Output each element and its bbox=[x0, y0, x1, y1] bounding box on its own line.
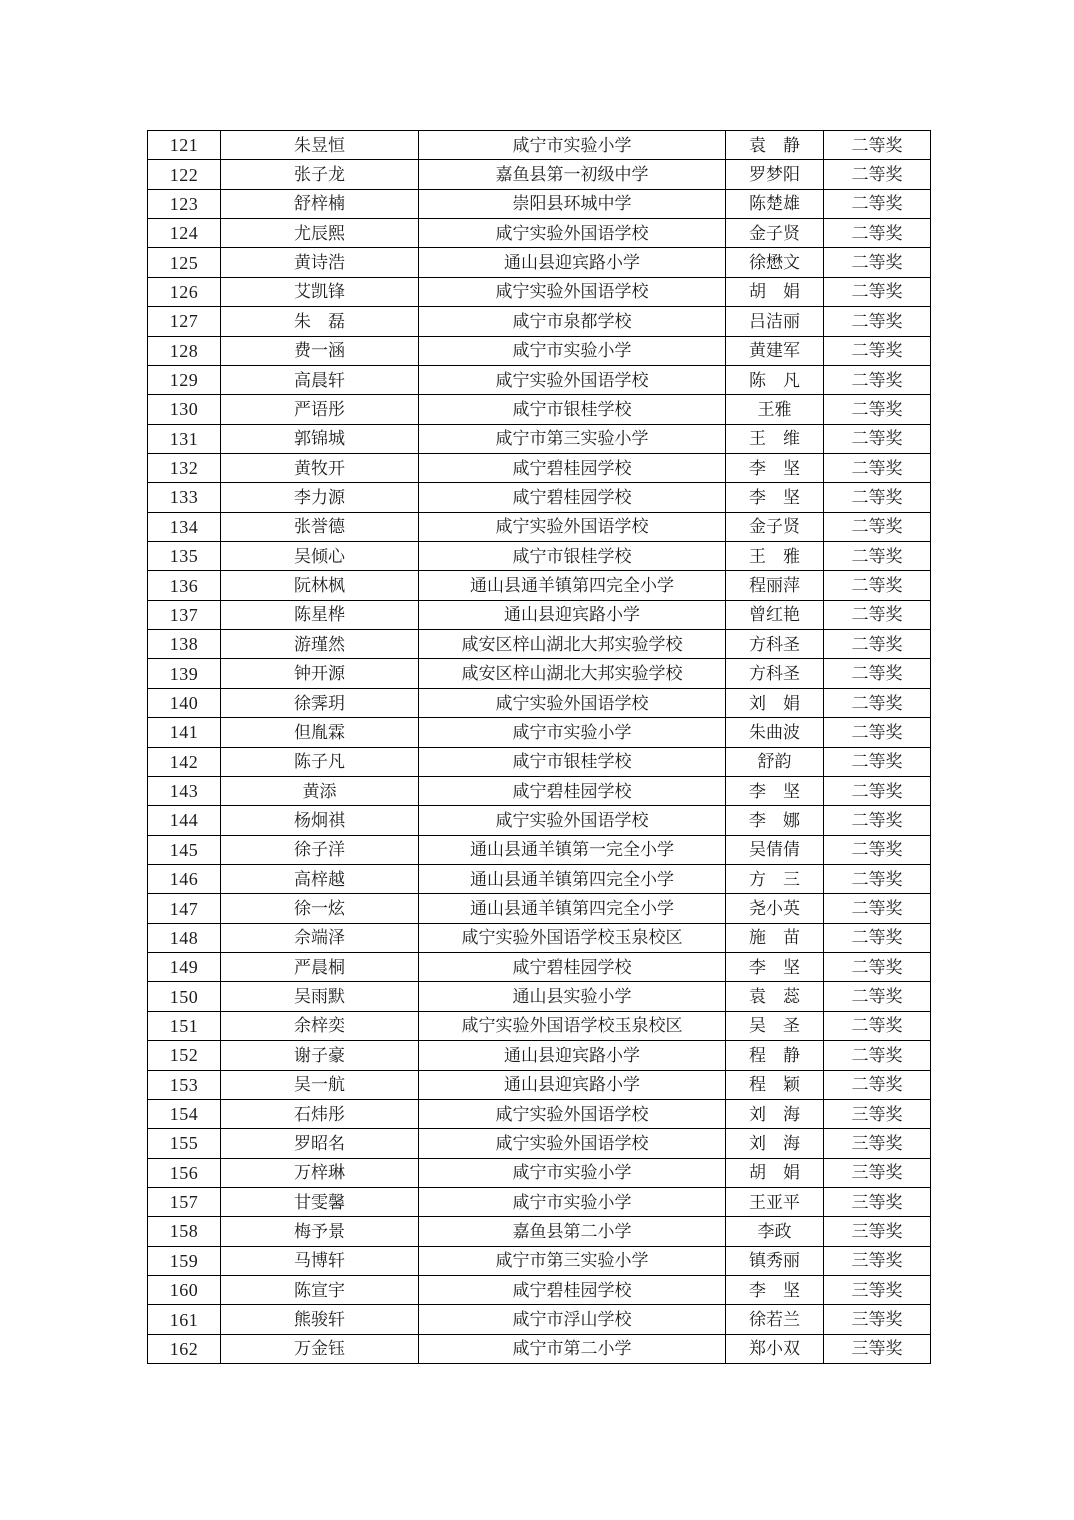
cell-teacher: 郑小双 bbox=[726, 1334, 824, 1363]
table-row bbox=[148, 1246, 931, 1275]
table-row bbox=[148, 365, 931, 394]
cell-teacher: 袁 静 bbox=[726, 131, 824, 160]
cell-school: 咸宁实验外国语学校 bbox=[419, 365, 726, 394]
cell-award-level: 二等奖 bbox=[824, 776, 931, 805]
cell-award-level: 二等奖 bbox=[824, 336, 931, 365]
cell-student-name: 吴倾心 bbox=[221, 542, 419, 571]
cell-teacher: 王雅 bbox=[726, 395, 824, 424]
table-row bbox=[148, 307, 931, 336]
cell-school: 嘉鱼县第二小学 bbox=[419, 1217, 726, 1246]
cell-award-level: 三等奖 bbox=[824, 1276, 931, 1305]
cell-teacher: 黄建军 bbox=[726, 336, 824, 365]
cell-school: 嘉鱼县第一初级中学 bbox=[419, 160, 726, 189]
cell-award-level: 二等奖 bbox=[824, 160, 931, 189]
table-row bbox=[148, 395, 931, 424]
cell-student-name: 陈星桦 bbox=[221, 600, 419, 629]
cell-serial-number: 136 bbox=[148, 571, 221, 600]
cell-serial-number: 124 bbox=[148, 219, 221, 248]
table-row bbox=[148, 1334, 931, 1363]
cell-serial-number: 129 bbox=[148, 365, 221, 394]
cell-student-name: 高梓越 bbox=[221, 864, 419, 893]
cell-serial-number: 162 bbox=[148, 1334, 221, 1363]
table-row bbox=[148, 923, 931, 952]
cell-serial-number: 131 bbox=[148, 424, 221, 453]
cell-serial-number: 152 bbox=[148, 1041, 221, 1070]
cell-award-level: 二等奖 bbox=[824, 718, 931, 747]
cell-student-name: 万梓琳 bbox=[221, 1158, 419, 1187]
cell-school: 咸宁市银桂学校 bbox=[419, 747, 726, 776]
cell-student-name: 马博轩 bbox=[221, 1246, 419, 1275]
cell-teacher: 徐懋文 bbox=[726, 248, 824, 277]
table-row bbox=[148, 894, 931, 923]
table-row bbox=[148, 1187, 931, 1216]
table-row bbox=[148, 776, 931, 805]
cell-school: 咸宁碧桂园学校 bbox=[419, 483, 726, 512]
cell-serial-number: 160 bbox=[148, 1276, 221, 1305]
table-row bbox=[148, 1158, 931, 1187]
table-row bbox=[148, 571, 931, 600]
table-row bbox=[148, 806, 931, 835]
cell-student-name: 费一涵 bbox=[221, 336, 419, 365]
cell-school: 咸宁市实验小学 bbox=[419, 718, 726, 747]
table-row bbox=[148, 336, 931, 365]
table-row bbox=[148, 718, 931, 747]
award-table bbox=[147, 130, 931, 1364]
cell-school: 通山县通羊镇第四完全小学 bbox=[419, 864, 726, 893]
cell-student-name: 徐霁玥 bbox=[221, 688, 419, 717]
table-row bbox=[148, 1070, 931, 1099]
table-row bbox=[148, 189, 931, 218]
table-row bbox=[148, 600, 931, 629]
cell-school: 通山县实验小学 bbox=[419, 982, 726, 1011]
cell-student-name: 吴雨默 bbox=[221, 982, 419, 1011]
table-row bbox=[148, 953, 931, 982]
cell-student-name: 吴一航 bbox=[221, 1070, 419, 1099]
table-row bbox=[148, 542, 931, 571]
cell-award-level: 三等奖 bbox=[824, 1217, 931, 1246]
cell-teacher: 程 颖 bbox=[726, 1070, 824, 1099]
cell-teacher: 刘 海 bbox=[726, 1099, 824, 1128]
cell-teacher: 程丽萍 bbox=[726, 571, 824, 600]
cell-award-level: 二等奖 bbox=[824, 630, 931, 659]
cell-school: 咸宁市第三实验小学 bbox=[419, 1246, 726, 1275]
cell-serial-number: 150 bbox=[148, 982, 221, 1011]
table-row bbox=[148, 1099, 931, 1128]
cell-serial-number: 133 bbox=[148, 483, 221, 512]
table-row bbox=[148, 512, 931, 541]
cell-award-level: 三等奖 bbox=[824, 1158, 931, 1187]
table-row bbox=[148, 835, 931, 864]
cell-teacher: 李政 bbox=[726, 1217, 824, 1246]
table-row bbox=[148, 248, 931, 277]
cell-serial-number: 128 bbox=[148, 336, 221, 365]
table-row bbox=[148, 160, 931, 189]
cell-teacher: 金子贤 bbox=[726, 512, 824, 541]
cell-school: 咸安区梓山湖北大邦实验学校 bbox=[419, 630, 726, 659]
cell-teacher: 舒韵 bbox=[726, 747, 824, 776]
cell-award-level: 二等奖 bbox=[824, 659, 931, 688]
cell-award-level: 二等奖 bbox=[824, 453, 931, 482]
cell-teacher: 方科圣 bbox=[726, 630, 824, 659]
cell-serial-number: 140 bbox=[148, 688, 221, 717]
cell-school: 咸宁实验外国语学校 bbox=[419, 1099, 726, 1128]
cell-student-name: 黄添 bbox=[221, 776, 419, 805]
cell-student-name: 佘端泽 bbox=[221, 923, 419, 952]
cell-award-level: 三等奖 bbox=[824, 1129, 931, 1158]
cell-teacher: 刘 娟 bbox=[726, 688, 824, 717]
cell-award-level: 二等奖 bbox=[824, 1011, 931, 1040]
cell-award-level: 二等奖 bbox=[824, 747, 931, 776]
cell-teacher: 吴倩倩 bbox=[726, 835, 824, 864]
cell-award-level: 二等奖 bbox=[824, 395, 931, 424]
cell-teacher: 吕洁丽 bbox=[726, 307, 824, 336]
cell-teacher: 尧小英 bbox=[726, 894, 824, 923]
cell-student-name: 张誉德 bbox=[221, 512, 419, 541]
cell-teacher: 吴 圣 bbox=[726, 1011, 824, 1040]
cell-student-name: 梅予景 bbox=[221, 1217, 419, 1246]
cell-award-level: 二等奖 bbox=[824, 806, 931, 835]
cell-student-name: 徐子洋 bbox=[221, 835, 419, 864]
cell-student-name: 艾凯锋 bbox=[221, 277, 419, 306]
cell-serial-number: 154 bbox=[148, 1099, 221, 1128]
table-row bbox=[148, 277, 931, 306]
cell-student-name: 钟开源 bbox=[221, 659, 419, 688]
cell-award-level: 二等奖 bbox=[824, 1070, 931, 1099]
cell-school: 咸宁市实验小学 bbox=[419, 1158, 726, 1187]
cell-teacher: 徐若兰 bbox=[726, 1305, 824, 1334]
cell-teacher: 罗梦阳 bbox=[726, 160, 824, 189]
cell-serial-number: 148 bbox=[148, 923, 221, 952]
cell-award-level: 二等奖 bbox=[824, 248, 931, 277]
cell-teacher: 陈 凡 bbox=[726, 365, 824, 394]
cell-serial-number: 126 bbox=[148, 277, 221, 306]
cell-teacher: 李 娜 bbox=[726, 806, 824, 835]
cell-school: 通山县迎宾路小学 bbox=[419, 248, 726, 277]
cell-award-level: 二等奖 bbox=[824, 1041, 931, 1070]
cell-award-level: 三等奖 bbox=[824, 1305, 931, 1334]
cell-award-level: 二等奖 bbox=[824, 923, 931, 952]
cell-award-level: 二等奖 bbox=[824, 189, 931, 218]
cell-school: 咸宁实验外国语学校玉泉校区 bbox=[419, 1011, 726, 1040]
cell-award-level: 二等奖 bbox=[824, 307, 931, 336]
cell-school: 咸宁碧桂园学校 bbox=[419, 453, 726, 482]
table-row bbox=[148, 1217, 931, 1246]
cell-teacher: 陈楚雄 bbox=[726, 189, 824, 218]
cell-teacher: 李 坚 bbox=[726, 776, 824, 805]
table-row bbox=[148, 688, 931, 717]
cell-award-level: 二等奖 bbox=[824, 131, 931, 160]
cell-school: 咸宁市第二小学 bbox=[419, 1334, 726, 1363]
cell-serial-number: 157 bbox=[148, 1187, 221, 1216]
cell-award-level: 二等奖 bbox=[824, 864, 931, 893]
cell-student-name: 石炜彤 bbox=[221, 1099, 419, 1128]
cell-school: 咸宁碧桂园学校 bbox=[419, 776, 726, 805]
cell-school: 咸宁实验外国语学校 bbox=[419, 219, 726, 248]
cell-student-name: 舒梓楠 bbox=[221, 189, 419, 218]
cell-school: 通山县迎宾路小学 bbox=[419, 1070, 726, 1099]
cell-award-level: 二等奖 bbox=[824, 424, 931, 453]
cell-student-name: 黄诗浩 bbox=[221, 248, 419, 277]
cell-school: 通山县迎宾路小学 bbox=[419, 1041, 726, 1070]
cell-teacher: 方科圣 bbox=[726, 659, 824, 688]
cell-serial-number: 127 bbox=[148, 307, 221, 336]
cell-teacher: 程 静 bbox=[726, 1041, 824, 1070]
cell-student-name: 罗昭名 bbox=[221, 1129, 419, 1158]
table-row bbox=[148, 453, 931, 482]
cell-student-name: 严晨桐 bbox=[221, 953, 419, 982]
cell-serial-number: 142 bbox=[148, 747, 221, 776]
cell-teacher: 方 三 bbox=[726, 864, 824, 893]
cell-serial-number: 141 bbox=[148, 718, 221, 747]
cell-student-name: 但胤霖 bbox=[221, 718, 419, 747]
cell-student-name: 熊骏轩 bbox=[221, 1305, 419, 1334]
cell-school: 咸宁市浮山学校 bbox=[419, 1305, 726, 1334]
cell-student-name: 陈宣宇 bbox=[221, 1276, 419, 1305]
cell-serial-number: 138 bbox=[148, 630, 221, 659]
cell-serial-number: 144 bbox=[148, 806, 221, 835]
cell-serial-number: 137 bbox=[148, 600, 221, 629]
cell-student-name: 万金钰 bbox=[221, 1334, 419, 1363]
table-row bbox=[148, 1305, 931, 1334]
cell-student-name: 张子龙 bbox=[221, 160, 419, 189]
cell-serial-number: 156 bbox=[148, 1158, 221, 1187]
cell-student-name: 余梓奕 bbox=[221, 1011, 419, 1040]
cell-student-name: 游瑾然 bbox=[221, 630, 419, 659]
cell-teacher: 金子贤 bbox=[726, 219, 824, 248]
cell-teacher: 胡 娟 bbox=[726, 277, 824, 306]
cell-school: 咸宁实验外国语学校玉泉校区 bbox=[419, 923, 726, 952]
cell-school: 咸宁市银桂学校 bbox=[419, 542, 726, 571]
cell-school: 咸宁实验外国语学校 bbox=[419, 277, 726, 306]
cell-award-level: 三等奖 bbox=[824, 1334, 931, 1363]
cell-teacher: 曾红艳 bbox=[726, 600, 824, 629]
cell-student-name: 徐一炫 bbox=[221, 894, 419, 923]
cell-school: 咸宁实验外国语学校 bbox=[419, 512, 726, 541]
table-row bbox=[148, 483, 931, 512]
cell-student-name: 李力源 bbox=[221, 483, 419, 512]
cell-school: 咸宁实验外国语学校 bbox=[419, 1129, 726, 1158]
cell-award-level: 三等奖 bbox=[824, 1246, 931, 1275]
cell-serial-number: 146 bbox=[148, 864, 221, 893]
cell-award-level: 二等奖 bbox=[824, 365, 931, 394]
cell-serial-number: 132 bbox=[148, 453, 221, 482]
cell-serial-number: 139 bbox=[148, 659, 221, 688]
cell-school: 咸宁碧桂园学校 bbox=[419, 1276, 726, 1305]
cell-serial-number: 151 bbox=[148, 1011, 221, 1040]
cell-serial-number: 130 bbox=[148, 395, 221, 424]
table-row bbox=[148, 747, 931, 776]
cell-school: 咸宁市泉都学校 bbox=[419, 307, 726, 336]
cell-serial-number: 134 bbox=[148, 512, 221, 541]
cell-student-name: 朱 磊 bbox=[221, 307, 419, 336]
table-row bbox=[148, 424, 931, 453]
table-row bbox=[148, 864, 931, 893]
cell-award-level: 二等奖 bbox=[824, 688, 931, 717]
cell-serial-number: 161 bbox=[148, 1305, 221, 1334]
cell-school: 通山县通羊镇第四完全小学 bbox=[419, 894, 726, 923]
cell-award-level: 二等奖 bbox=[824, 219, 931, 248]
cell-serial-number: 125 bbox=[148, 248, 221, 277]
cell-school: 咸宁市银桂学校 bbox=[419, 395, 726, 424]
cell-award-level: 二等奖 bbox=[824, 894, 931, 923]
cell-student-name: 阮林枫 bbox=[221, 571, 419, 600]
cell-award-level: 二等奖 bbox=[824, 982, 931, 1011]
cell-school: 通山县通羊镇第四完全小学 bbox=[419, 571, 726, 600]
cell-award-level: 三等奖 bbox=[824, 1187, 931, 1216]
cell-serial-number: 159 bbox=[148, 1246, 221, 1275]
cell-serial-number: 122 bbox=[148, 160, 221, 189]
table-row bbox=[148, 630, 931, 659]
cell-award-level: 二等奖 bbox=[824, 953, 931, 982]
cell-school: 咸安区梓山湖北大邦实验学校 bbox=[419, 659, 726, 688]
cell-school: 咸宁实验外国语学校 bbox=[419, 688, 726, 717]
cell-teacher: 王 雅 bbox=[726, 542, 824, 571]
cell-teacher: 李 坚 bbox=[726, 1276, 824, 1305]
cell-teacher: 施 苗 bbox=[726, 923, 824, 952]
cell-student-name: 甘雯馨 bbox=[221, 1187, 419, 1216]
cell-serial-number: 147 bbox=[148, 894, 221, 923]
cell-award-level: 二等奖 bbox=[824, 600, 931, 629]
table-row bbox=[148, 1011, 931, 1040]
cell-student-name: 朱昱恒 bbox=[221, 131, 419, 160]
cell-student-name: 黄牧开 bbox=[221, 453, 419, 482]
cell-teacher: 朱曲波 bbox=[726, 718, 824, 747]
cell-school: 咸宁市实验小学 bbox=[419, 131, 726, 160]
cell-award-level: 二等奖 bbox=[824, 512, 931, 541]
award-table-body bbox=[148, 131, 931, 1364]
table-row bbox=[148, 1041, 931, 1070]
cell-school: 通山县迎宾路小学 bbox=[419, 600, 726, 629]
cell-award-level: 二等奖 bbox=[824, 483, 931, 512]
cell-award-level: 二等奖 bbox=[824, 571, 931, 600]
table-row bbox=[148, 1276, 931, 1305]
cell-teacher: 刘 海 bbox=[726, 1129, 824, 1158]
cell-serial-number: 155 bbox=[148, 1129, 221, 1158]
cell-serial-number: 158 bbox=[148, 1217, 221, 1246]
table-row bbox=[148, 219, 931, 248]
cell-serial-number: 153 bbox=[148, 1070, 221, 1099]
table-row bbox=[148, 131, 931, 160]
table-row bbox=[148, 1129, 931, 1158]
cell-student-name: 谢子豪 bbox=[221, 1041, 419, 1070]
cell-school: 咸宁市实验小学 bbox=[419, 336, 726, 365]
cell-teacher: 李 坚 bbox=[726, 483, 824, 512]
cell-award-level: 三等奖 bbox=[824, 1099, 931, 1128]
cell-school: 咸宁市第三实验小学 bbox=[419, 424, 726, 453]
cell-school: 崇阳县环城中学 bbox=[419, 189, 726, 218]
cell-student-name: 高晨轩 bbox=[221, 365, 419, 394]
cell-serial-number: 123 bbox=[148, 189, 221, 218]
cell-student-name: 陈子凡 bbox=[221, 747, 419, 776]
cell-teacher: 李 坚 bbox=[726, 453, 824, 482]
cell-student-name: 严语彤 bbox=[221, 395, 419, 424]
cell-award-level: 二等奖 bbox=[824, 542, 931, 571]
cell-teacher: 镇秀丽 bbox=[726, 1246, 824, 1275]
cell-serial-number: 143 bbox=[148, 776, 221, 805]
cell-teacher: 李 坚 bbox=[726, 953, 824, 982]
cell-school: 通山县通羊镇第一完全小学 bbox=[419, 835, 726, 864]
cell-serial-number: 121 bbox=[148, 131, 221, 160]
cell-teacher: 王亚平 bbox=[726, 1187, 824, 1216]
table-row bbox=[148, 659, 931, 688]
cell-serial-number: 145 bbox=[148, 835, 221, 864]
cell-school: 咸宁市实验小学 bbox=[419, 1187, 726, 1216]
cell-serial-number: 135 bbox=[148, 542, 221, 571]
cell-student-name: 杨炯祺 bbox=[221, 806, 419, 835]
cell-teacher: 袁 蕊 bbox=[726, 982, 824, 1011]
table-row bbox=[148, 982, 931, 1011]
cell-serial-number: 149 bbox=[148, 953, 221, 982]
cell-school: 咸宁碧桂园学校 bbox=[419, 953, 726, 982]
cell-school: 咸宁实验外国语学校 bbox=[419, 806, 726, 835]
cell-teacher: 胡 娟 bbox=[726, 1158, 824, 1187]
cell-award-level: 二等奖 bbox=[824, 835, 931, 864]
cell-teacher: 王 维 bbox=[726, 424, 824, 453]
cell-student-name: 尤辰熙 bbox=[221, 219, 419, 248]
cell-student-name: 郭锦城 bbox=[221, 424, 419, 453]
cell-award-level: 二等奖 bbox=[824, 277, 931, 306]
